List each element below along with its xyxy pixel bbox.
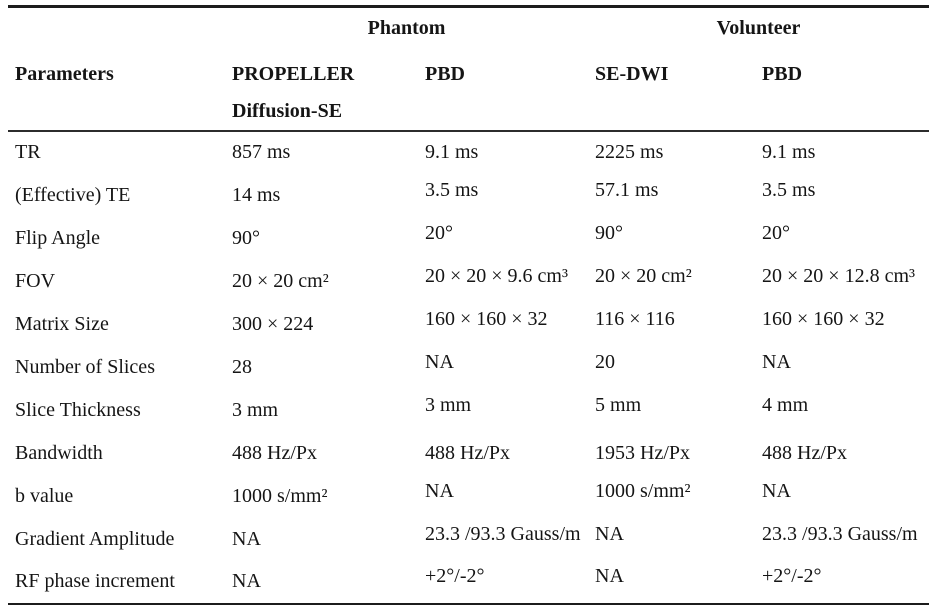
param-label: Slice Thickness <box>15 398 141 421</box>
table-body <box>8 131 929 604</box>
cell-value: 20 × 20 cm² <box>595 264 692 287</box>
cell-value: 20 × 20 cm² <box>232 269 329 292</box>
table-row-number-of-slices <box>8 346 929 389</box>
cell-value: 20 <box>595 350 616 373</box>
cell-value: 14 ms <box>232 183 281 206</box>
cell-value: 20° <box>762 221 791 244</box>
cell-value: 23.3 /93.3 Gauss/m <box>425 522 581 545</box>
table-row-bandwidth <box>8 432 929 475</box>
cell-value: NA <box>425 479 454 502</box>
table-row-rf-phase-increment <box>8 561 929 604</box>
cell-value: 90° <box>595 221 624 244</box>
cell-value: 3 mm <box>425 393 472 416</box>
table-row-b-value <box>8 475 929 518</box>
group-header-volunteer: Volunteer <box>716 16 801 39</box>
cell-value: 9.1 ms <box>762 141 816 163</box>
cell-value: 20° <box>425 221 453 244</box>
cell-value: 5 mm <box>595 393 642 416</box>
table-row-flip-angle <box>8 217 929 260</box>
column-header-propeller-diffusion-se <box>225 49 418 131</box>
cell-value: +2°/-2° <box>762 565 822 587</box>
group-header-row <box>8 7 929 49</box>
table-row-slice-thickness <box>8 389 929 432</box>
cell-value: 300 × 224 <box>232 312 314 335</box>
cell-value: 1000 s/mm² <box>595 479 691 502</box>
column-header-volunteer-pbd: PBD <box>762 62 803 85</box>
cell-value: +2°/-2° <box>425 565 485 587</box>
cell-value: 160 × 160 × 32 <box>425 307 548 330</box>
cell-value: NA <box>232 570 261 592</box>
cell-value: 116 × 116 <box>595 307 675 330</box>
column-header-line1: PROPELLER <box>232 62 355 85</box>
cell-value: 488 Hz/Px <box>762 441 848 464</box>
cell-value: 23.3 /93.3 Gauss/m <box>762 522 918 545</box>
cell-value: 2225 ms <box>595 141 664 163</box>
cell-value: 20 × 20 × 9.6 cm³ <box>425 264 568 287</box>
cell-value: NA <box>425 350 454 373</box>
cell-value: 488 Hz/Px <box>232 441 317 464</box>
cell-value: NA <box>232 527 261 550</box>
group-header-phantom: Phantom <box>367 16 446 39</box>
param-label: RF phase increment <box>15 570 175 592</box>
cell-value: 3.5 ms <box>425 178 479 201</box>
cell-value: 3 mm <box>232 398 279 421</box>
cell-value: NA <box>762 479 791 502</box>
table-row-effective-te <box>8 174 929 217</box>
table-row-fov <box>8 260 929 303</box>
cell-value: 3.5 ms <box>762 178 816 201</box>
table-header <box>8 7 929 131</box>
param-label: Flip Angle <box>15 226 101 249</box>
cell-value: 1953 Hz/Px <box>595 441 691 464</box>
cell-value: 90° <box>232 226 260 249</box>
param-label: Gradient Amplitude <box>15 527 175 550</box>
param-label: Number of Slices <box>15 355 155 378</box>
cell-value: 4 mm <box>762 393 809 416</box>
table-row-gradient-amplitude <box>8 518 929 561</box>
table-row-matrix-size <box>8 303 929 346</box>
param-label: Bandwidth <box>15 441 103 464</box>
column-header-line2: Diffusion-SE <box>232 99 343 122</box>
param-label: Matrix Size <box>15 312 109 335</box>
scan-parameters-table <box>8 5 929 605</box>
cell-value: NA <box>762 350 791 373</box>
cell-value: 20 × 20 × 12.8 cm³ <box>762 264 916 287</box>
cell-value: 57.1 ms <box>595 178 659 201</box>
column-header-row <box>8 49 929 131</box>
column-header-phantom-pbd: PBD <box>425 62 465 85</box>
corner-cell <box>8 7 225 49</box>
cell-value: 857 ms <box>232 141 291 163</box>
cell-value: 488 Hz/Px <box>425 441 510 464</box>
param-label: b value <box>15 484 74 507</box>
cell-value: 1000 s/mm² <box>232 484 328 507</box>
param-label: TR <box>15 141 41 163</box>
cell-value: 160 × 160 × 32 <box>762 307 885 330</box>
cell-value: NA <box>595 522 624 545</box>
cell-value: 28 <box>232 355 252 378</box>
param-label: FOV <box>15 269 56 292</box>
column-header-parameters: Parameters <box>15 62 114 85</box>
cell-value: NA <box>595 565 624 587</box>
cell-value: 9.1 ms <box>425 141 479 163</box>
table-row-tr <box>8 131 929 174</box>
param-label: (Effective) TE <box>15 183 131 206</box>
column-header-se-dwi: SE-DWI <box>595 62 669 85</box>
